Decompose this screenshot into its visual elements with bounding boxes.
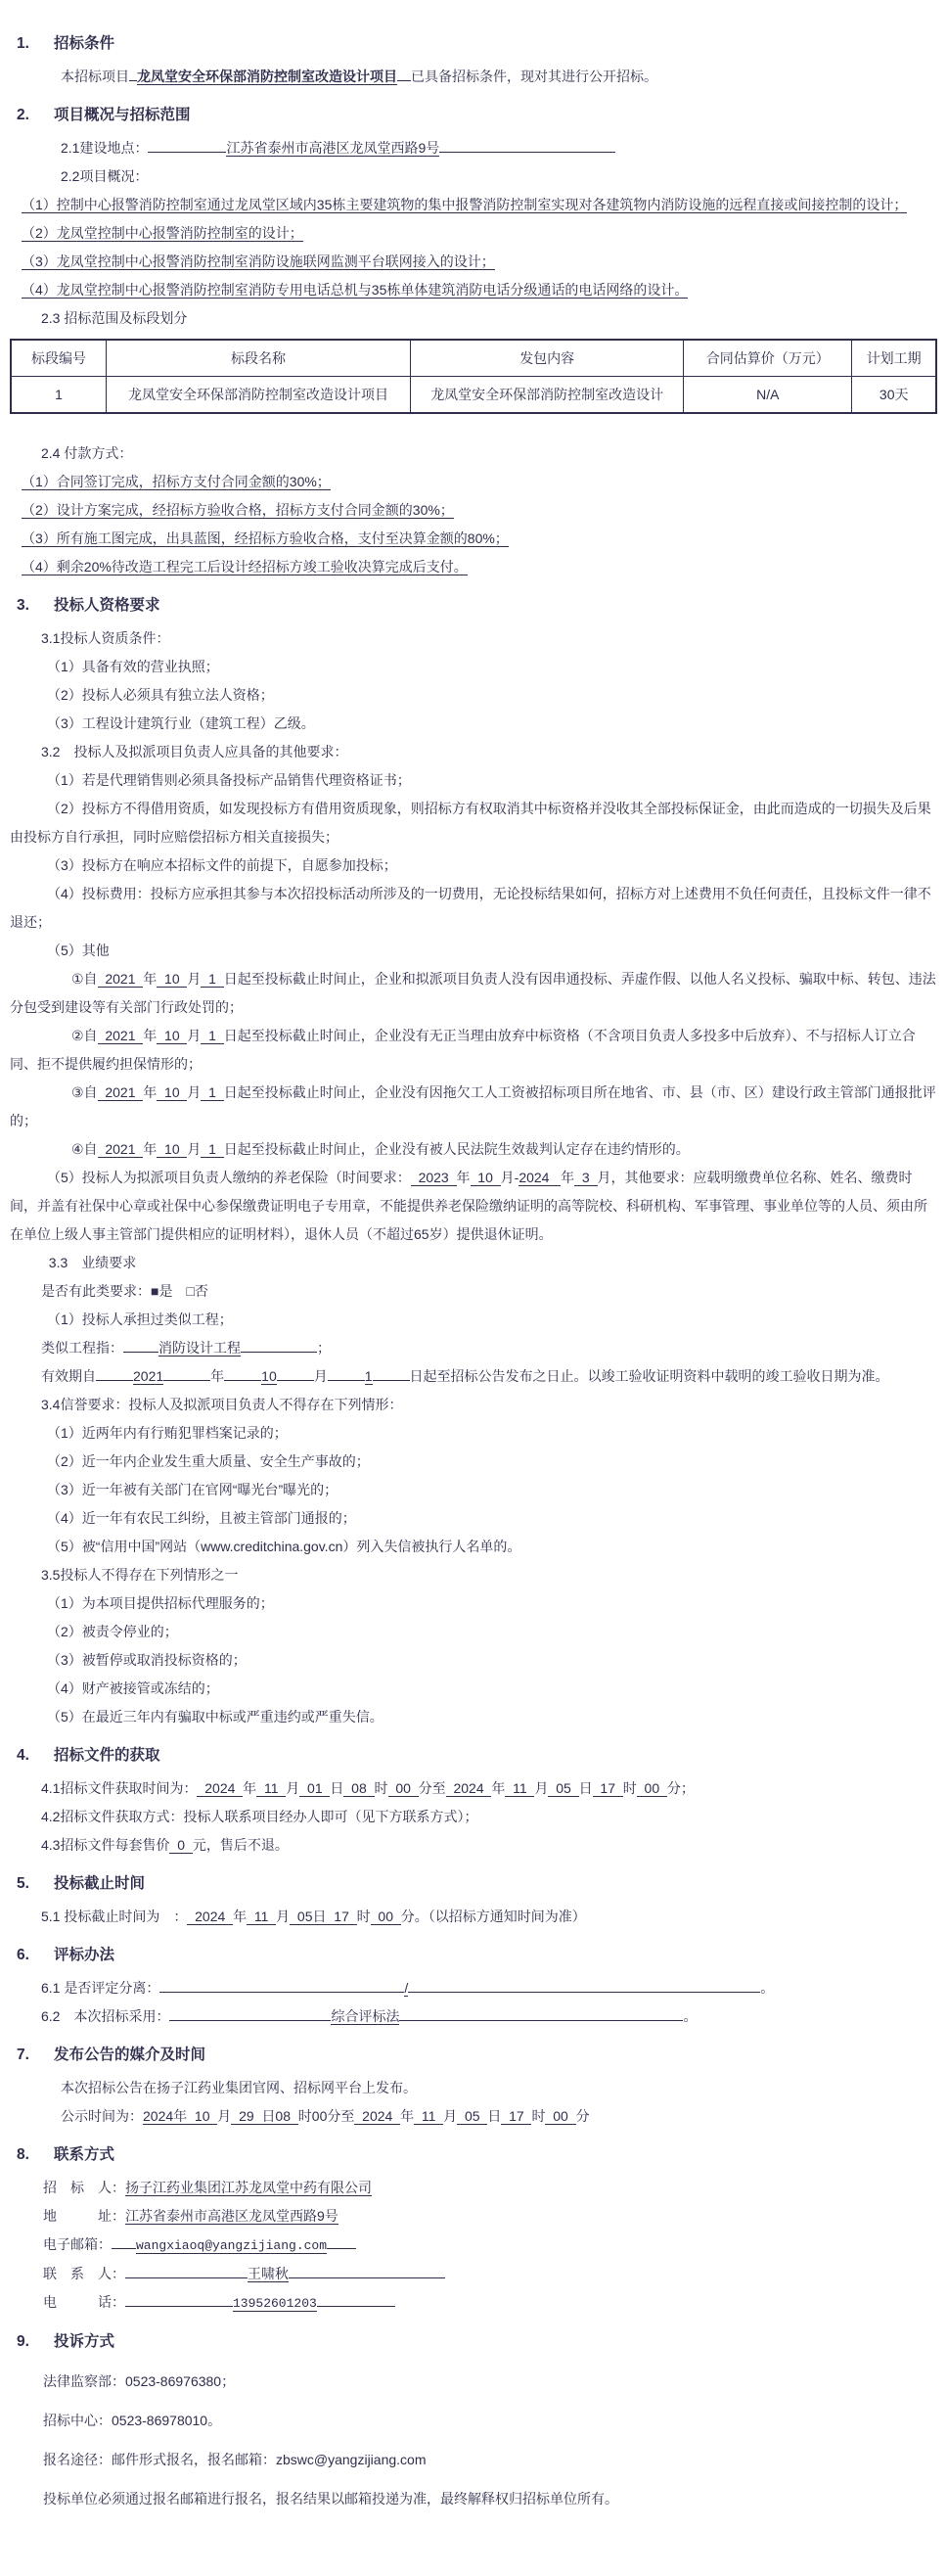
section-heading <box>10 1941 937 1970</box>
text-segment: 11 <box>247 1909 277 1924</box>
doc-paragraph <box>10 1533 937 1561</box>
section-title: 投标人资格要求 <box>54 597 160 614</box>
text-segment: 已具备招标条件，现对其进行公开招标。 <box>411 69 657 84</box>
text-segment: （3）龙凤堂控制中心报警消防控制室消防设施联网监测平台联网接入的设计； <box>22 253 495 269</box>
doc-paragraph <box>10 2002 937 2031</box>
doc-paragraph <box>10 710 937 738</box>
text-segment: 年 <box>143 1028 158 1043</box>
text-segment: （4）剩余20%待改造工程完工后设计经招标方竣工验收决算完成后支付。 <box>22 559 468 575</box>
text-segment: 2021 <box>97 1084 144 1100</box>
doc-paragraph <box>10 1774 937 1803</box>
text-segment: 2.2项目概况： <box>61 168 149 184</box>
blank-underline <box>399 2003 683 2021</box>
text-segment: 2024 <box>445 1780 492 1796</box>
text-segment: 6.1 是否评定分离： <box>41 1980 160 1996</box>
text-segment: 2024 <box>197 1780 244 1796</box>
section-title: 投标截止时间 <box>54 1875 146 1892</box>
legal-supervision-phone: 法律监察部：0523-86976380； <box>43 2373 236 2389</box>
text-segment: （1）若是代理销售则必须具备投标产品销售代理资格证书； <box>47 772 411 788</box>
text-segment: 年 <box>561 1170 575 1185</box>
registration-email-line: 报名途径：邮件形式报名，报名邮箱：zbswc@yangzijiang.com <box>43 2452 427 2467</box>
section-heading <box>10 2041 937 2070</box>
doc-paragraph <box>10 191 937 219</box>
text-segment: 。 <box>760 1980 775 1996</box>
text-segment: 年 <box>491 1780 506 1796</box>
text-segment: 1 <box>201 1084 224 1100</box>
doc-paragraph <box>10 795 937 851</box>
text-segment: 11 <box>414 2108 444 2124</box>
text-segment: 地 址： <box>43 2208 125 2224</box>
text-segment: （2）近一年内企业发生重大质量、安全生产事故的； <box>47 1453 370 1469</box>
text-segment: 年 <box>210 1368 225 1384</box>
doc-paragraph <box>10 1646 937 1675</box>
text-segment: （5）其他 <box>47 943 110 958</box>
project-name: 龙凤堂安全环保部消防控制室改造设计项目 <box>137 69 397 84</box>
table-cell: 1 <box>11 377 106 414</box>
text-segment: 4.3招标文件每套售价 <box>41 1837 170 1853</box>
text-segment: 00 <box>545 2108 576 2124</box>
text-segment: 电 话： <box>43 2294 125 2310</box>
section-number: 7. <box>17 2047 29 2063</box>
text-segment: （1）投标人承担过类似工程； <box>47 1311 233 1327</box>
section-number: 4. <box>17 1747 29 1764</box>
text-segment: （1）近两年内有行贿犯罪档案记录的； <box>47 1425 288 1441</box>
text-segment: 10 <box>157 971 188 987</box>
doc-paragraph <box>10 2074 937 2102</box>
doc-paragraph <box>10 304 937 333</box>
doc-paragraph <box>10 1419 937 1448</box>
text-segment: 1 <box>201 1141 224 1157</box>
blank-underline <box>439 135 615 153</box>
blank-underline <box>96 1363 133 1381</box>
text-segment: 3.4信誉要求：投标人及拟派项目负责人不得存在下列情形： <box>41 1397 403 1412</box>
doc-paragraph <box>10 2202 937 2231</box>
text-segment: 日起至投标截止时间止，企业没有被人民法院生效裁判认定存在违约情形的。 <box>223 1141 690 1157</box>
doc-paragraph <box>10 276 937 304</box>
text-segment: 月- <box>500 1170 519 1185</box>
text-segment: （3）工程设计建筑行业（建筑工程）乙级。 <box>47 715 315 731</box>
text-segment: （2）投标方不得借用资质，如发现投标方有借用资质现象，则招标方有权取消其中标资格并没收其全部投标保证金，由此而造成的一切损失及后果由投标方自行承担，同时应赔偿招标方相关直接损失； <box>10 801 931 845</box>
text-segment: 11 <box>505 1780 535 1796</box>
doc-paragraph <box>10 1249 937 1277</box>
text-segment: 2024年 <box>143 2108 188 2124</box>
text-segment: 2021 <box>133 1368 164 1384</box>
text-segment: 05 <box>548 1780 579 1796</box>
blank-underline <box>224 1363 261 1381</box>
text-segment: 月 <box>276 1909 291 1924</box>
text-segment: 1 <box>201 1028 224 1043</box>
table-cell: 30天 <box>852 377 936 414</box>
text-segment: 0 <box>169 1837 193 1853</box>
text-segment <box>291 2108 298 2125</box>
doc-paragraph <box>10 965 937 1022</box>
section-number: 6. <box>17 1947 29 1963</box>
text-segment: 日 <box>578 1780 593 1796</box>
doc-paragraph <box>10 1703 937 1731</box>
doc-paragraph <box>10 1079 937 1135</box>
section-number: 1. <box>17 35 29 52</box>
text-segment: 时 <box>531 2108 546 2124</box>
text-segment: 公示时间为： <box>61 2108 143 2124</box>
text-segment: （5）投标人为拟派项目负责人缴纳的养老保险（时间要求： <box>47 1170 411 1185</box>
table-header-cell: 计划工期 <box>852 340 936 377</box>
checkbox-no-unchecked: □否 <box>186 1283 208 1299</box>
blank-underline <box>327 2231 356 2249</box>
text-segment: 10 <box>157 1028 188 1043</box>
text-segment: 3 <box>574 1170 598 1185</box>
blank-underline <box>129 64 137 81</box>
text-segment: 2024 <box>354 2108 401 2124</box>
text-segment: （2）设计方案完成，经招标方验收合格，招标方支付合同金额的30%； <box>22 502 454 518</box>
text-segment: ①自 <box>71 971 98 987</box>
text-segment: 4.2招标文件获取方式：投标人联系项目经办人即可（见下方联系方式）； <box>41 1809 478 1824</box>
blank-underline <box>317 2289 395 2307</box>
text-segment: 00 <box>370 1909 401 1924</box>
doc-paragraph <box>10 1277 937 1306</box>
doc-paragraph <box>10 2446 937 2474</box>
text-segment: 月 <box>187 1141 202 1157</box>
blank-underline <box>328 1363 365 1381</box>
text-segment: 10 <box>470 1170 501 1185</box>
text-segment: 17 <box>501 2108 532 2124</box>
text-segment: （2）投标人必须具有独立法人资格； <box>47 687 274 703</box>
text-segment: （2）被责令停业的； <box>47 1624 178 1639</box>
blank-underline <box>289 2261 445 2278</box>
doc-paragraph <box>10 2260 937 2288</box>
text-segment: （5）在最近三年内有骗取中标或严重违约或严重失信。 <box>47 1709 383 1725</box>
text-segment: 2021 <box>97 1028 144 1043</box>
text-segment: 05 <box>457 2108 488 2124</box>
section-title: 发布公告的媒介及时间 <box>54 2047 206 2063</box>
text-segment: （1）具备有效的营业执照； <box>47 659 219 674</box>
text-segment: 分； <box>666 1780 695 1796</box>
doc-paragraph <box>10 439 937 468</box>
text-segment: 有效期自 <box>41 1368 96 1384</box>
doc-paragraph <box>10 496 937 525</box>
text-segment: 10 <box>157 1141 188 1157</box>
lot-division-table <box>10 339 937 414</box>
doc-paragraph <box>10 766 937 795</box>
text-segment: 17 <box>592 1780 623 1796</box>
text-segment: 月 <box>313 1368 328 1384</box>
section-title: 招标条件 <box>54 35 115 52</box>
text-segment: （4）投标费用：投标方应承担其参与本次招投标活动所涉及的一切费用，无论投标结果如何，招标方对上述费用不负任何责任，且投标文件一律不退还； <box>10 886 931 930</box>
text-segment: （3）被暂停或取消投标资格的； <box>47 1652 247 1668</box>
text-segment: 2.4 付款方式： <box>41 445 133 461</box>
section-title: 项目概况与招标范围 <box>54 107 191 123</box>
text-segment: 17 <box>326 1909 357 1924</box>
text-segment: 月 <box>187 971 202 987</box>
section-heading <box>10 1741 937 1771</box>
text-segment: 日起至投标截止时间止，企业没有无正当理由放弃中标资格（不含项目负责人多投多中后放弃）、不与招标人订立合同、拒不提供履约担保情形的； <box>10 1028 916 1072</box>
text-segment: 4.1招标文件获取时间为： <box>41 1780 198 1796</box>
doc-paragraph <box>10 2174 937 2202</box>
text-segment: 联 系 人： <box>43 2266 125 2281</box>
text-segment <box>172 1283 186 1299</box>
doc-paragraph <box>10 2288 937 2318</box>
doc-paragraph <box>10 468 937 496</box>
section-heading <box>10 101 937 130</box>
text-segment: 11 <box>256 1780 287 1796</box>
text-segment: 招 标 人： <box>43 2180 125 2195</box>
doc-paragraph <box>10 1334 937 1362</box>
text-segment: 时 <box>356 1909 371 1924</box>
text-segment: 2.3 招标范围及标段划分 <box>41 310 188 326</box>
section-number: 2. <box>17 107 29 123</box>
doc-paragraph <box>10 1831 937 1860</box>
text-segment: 00 <box>636 1780 667 1796</box>
text-segment: 月 <box>286 1780 300 1796</box>
doc-paragraph <box>10 553 937 581</box>
doc-paragraph <box>10 63 937 91</box>
table-header-cell: 标段名称 <box>106 340 410 377</box>
doc-paragraph <box>10 2368 937 2396</box>
text-segment: 2024 <box>519 1170 562 1185</box>
section-number: 5. <box>17 1875 29 1892</box>
doc-paragraph <box>10 1164 937 1249</box>
blank-underline <box>277 1363 314 1381</box>
blank-underline <box>163 1363 210 1381</box>
text-segment: 分至 <box>418 1780 446 1796</box>
text-segment: 05日 <box>290 1909 327 1924</box>
text-segment: 年 <box>400 2108 415 2124</box>
doc-paragraph <box>10 1448 937 1476</box>
blank-underline <box>397 64 411 81</box>
construction-site: 江苏省泰州市高港区龙凤堂西路9号 <box>226 140 440 156</box>
text-segment: 年 <box>143 971 158 987</box>
table-cell: 龙凤堂安全环保部消防控制室改造设计 <box>411 377 684 414</box>
blank-underline <box>159 1975 404 1993</box>
text-segment: 时00分至 <box>297 2108 355 2124</box>
doc-paragraph <box>10 1135 937 1164</box>
text-segment: 月 <box>187 1084 202 1100</box>
section-title: 联系方式 <box>54 2146 115 2163</box>
text-segment: ②自 <box>71 1028 98 1043</box>
blank-underline <box>148 135 226 153</box>
text-segment: （4）近一年有农民工纠纷，且被主管部门通报的； <box>47 1510 356 1526</box>
text-segment: 。 <box>683 2008 698 2024</box>
text-segment: （2）龙凤堂控制中心报警消防控制室的设计； <box>22 225 303 241</box>
blank-underline <box>125 2289 233 2307</box>
evaluation-method: 综合评标法 <box>331 2008 400 2024</box>
text-segment: 2023 <box>410 1170 457 1185</box>
text-segment: （5）被“信用中国”网站（www.creditchina.gov.cn）列入失信被执行人名单的。 <box>47 1539 521 1554</box>
doc-paragraph <box>10 653 937 681</box>
text-segment: 日 <box>487 2108 502 2124</box>
doc-paragraph <box>10 1589 937 1618</box>
contact-email: wangxiaoq@yangzijiang.com <box>136 2238 328 2253</box>
text-segment: 2024 <box>187 1909 234 1924</box>
tenderer-address: 江苏省泰州市高港区龙凤堂西路9号 <box>125 2208 338 2224</box>
text-segment: 3.5投标人不得存在下列情形之一 <box>41 1567 239 1583</box>
text-segment: 类似工程指： <box>41 1340 123 1356</box>
text-segment: （1）控制中心报警消防控制室通过龙凤堂区域内35栋主要建筑物的集中报警消防控制室实现对各建筑物内消防设施的远程直接或间接控制的设计； <box>22 197 908 212</box>
text-segment: （4）财产被接管或冻结的； <box>47 1680 219 1696</box>
doc-paragraph <box>10 937 937 965</box>
section-heading <box>10 591 937 621</box>
doc-paragraph <box>10 851 937 880</box>
text-segment: 日起至招标公告发布之日止。以竣工验收证明资料中载明的竣工验收日期为准。 <box>409 1368 889 1384</box>
text-segment: 3.1投标人资质条件： <box>41 630 170 646</box>
text-segment: 电子邮箱： <box>43 2236 112 2252</box>
text-segment: 元，售后不退。 <box>192 1837 289 1853</box>
text-segment: （3）近一年被有关部门在官网“曝光台”曝光的； <box>47 1482 338 1497</box>
text-segment: （4）龙凤堂控制中心报警消防控制室消防专用电话总机与35栋单体建筑消防电话分级通话的电话网络的设计。 <box>22 282 689 298</box>
table-header-cell: 发包内容 <box>411 340 684 377</box>
text-segment: 月 <box>443 2108 458 2124</box>
doc-paragraph <box>10 162 937 191</box>
text-segment: ③自 <box>71 1084 98 1100</box>
text-segment: 分。（以招标方通知时间为准） <box>400 1909 586 1924</box>
text-segment: 10 <box>157 1084 188 1100</box>
section-title: 投诉方式 <box>54 2333 115 2350</box>
text-segment: 投标单位必须通过报名邮箱进行报名，报名结果以邮箱投递为准，最终解释权归招标单位所有。 <box>43 2491 618 2507</box>
text-segment: 时 <box>374 1780 388 1796</box>
doc-paragraph <box>10 1306 937 1334</box>
section-number: 9. <box>17 2333 29 2350</box>
table-header-cell: 标段编号 <box>11 340 106 377</box>
blank-underline <box>169 2003 331 2021</box>
text-segment: 1 <box>364 1368 373 1384</box>
blank-underline <box>125 2261 248 2278</box>
text-segment: 2.1建设地点： <box>61 140 149 156</box>
doc-paragraph <box>10 1903 937 1931</box>
doc-paragraph <box>10 880 937 937</box>
blank-underline <box>241 1335 317 1353</box>
text-segment: 10 <box>261 1368 277 1384</box>
text-segment: 日08 <box>261 2108 292 2124</box>
text-segment: ④自 <box>71 1141 98 1157</box>
text-segment: 年 <box>243 1780 257 1796</box>
text-segment: 日起至投标截止时间止，企业和拟派项目负责人没有因串通投标、弄虚作假、以他人名义投标、骗取中标、转包、违法分包受到建设等有关部门行政处罚的； <box>10 971 936 1015</box>
text-segment: 分 <box>575 2108 590 2124</box>
blank-underline <box>112 2231 136 2249</box>
text-segment: 是否有此类要求： <box>41 1283 151 1299</box>
doc-paragraph <box>10 624 937 653</box>
text-segment: 月，其他要求：应载明缴费单位名称、姓名、缴费时间，并盖有社保中心章或社保中心参保缴费证明电子专用章，不能提供养老保险缴纳证明的高等院校、科研机构、军事管理、事业单位等的人员、须由所在单位上级人事主管部门提供相应的证明材料），退休人员（不超过65岁）提供退休证明。 <box>10 1170 927 1242</box>
doc-paragraph <box>10 1618 937 1646</box>
checkbox-yes-checked: ■是 <box>151 1283 173 1299</box>
doc-paragraph <box>10 1022 937 1079</box>
doc-paragraph <box>10 1974 937 2002</box>
section-title: 评标办法 <box>54 1947 115 1963</box>
blank-underline <box>373 1363 410 1381</box>
doc-paragraph <box>10 1803 937 1831</box>
text-segment: 01 <box>299 1780 331 1796</box>
table-row <box>11 377 936 414</box>
text-segment: 年 <box>456 1170 471 1185</box>
table-cell: N/A <box>684 377 852 414</box>
text-segment: （3）投标方在响应本招标文件的前提下，自愿参加投标； <box>47 857 397 873</box>
doc-paragraph <box>10 248 937 276</box>
doc-paragraph <box>10 738 937 766</box>
text-segment: 1 <box>201 971 224 987</box>
doc-paragraph <box>10 2102 937 2131</box>
text-segment: 日起至投标截止时间止，企业没有因拖欠工人工资被招标项目所在地省、市、县（市、区）建设行政主管部门通报批评的； <box>10 1084 936 1128</box>
text-segment: 年 <box>233 1909 248 1924</box>
table-cell: 龙凤堂安全环保部消防控制室改造设计项目 <box>106 377 410 414</box>
text-segment: 本招标项目 <box>61 69 129 84</box>
contact-person: 王啸秋 <box>248 2266 289 2281</box>
section-number: 8. <box>17 2146 29 2163</box>
text-segment: 日 <box>330 1780 344 1796</box>
doc-paragraph <box>10 2485 937 2513</box>
text-segment: / <box>404 1980 409 1996</box>
text-segment: ； <box>317 1340 331 1356</box>
text-segment: （3）所有施工图完成，出具蓝图，经招标方验收合格，支付至决算金额的80%； <box>22 530 509 546</box>
section-number: 3. <box>17 597 29 614</box>
text-segment: （1）合同签订完成，招标方支付合同金额的30%； <box>22 474 331 489</box>
text-segment: 29 <box>231 2108 262 2124</box>
text-segment: 年 <box>143 1084 158 1100</box>
text-segment: 3.3 业绩要求 <box>41 1255 137 1270</box>
doc-paragraph <box>10 1362 937 1391</box>
doc-paragraph <box>10 219 937 248</box>
table-header-cell: 合同估算价（万元） <box>684 340 852 377</box>
doc-paragraph <box>10 1675 937 1703</box>
doc-paragraph <box>10 1504 937 1533</box>
text-segment: 月 <box>187 1028 202 1043</box>
section-heading <box>10 29 937 59</box>
text-segment: 3.2 投标人及拟派项目负责人应具备的其他要求： <box>41 744 348 759</box>
doc-paragraph <box>10 134 937 162</box>
text-segment: （1）为本项目提供招标代理服务的； <box>47 1595 274 1611</box>
tender-center-phone: 招标中心：0523-86978010。 <box>43 2413 222 2428</box>
doc-paragraph <box>10 1561 937 1589</box>
text-segment: 00 <box>387 1780 419 1796</box>
section-heading <box>10 2140 937 2170</box>
text-segment: 10 <box>187 2108 218 2124</box>
text-segment: 2021 <box>97 971 144 987</box>
doc-paragraph <box>10 681 937 710</box>
section-title: 招标文件的获取 <box>54 1747 160 1764</box>
text-segment: 6.2 本次招标采用： <box>41 2008 170 2024</box>
text-segment: 年 <box>143 1141 158 1157</box>
similar-project-type: 消防设计工程 <box>158 1340 241 1356</box>
text-segment: 5.1 投标截止时间为 ： <box>41 1909 188 1924</box>
section-heading <box>10 1869 937 1899</box>
text-segment: 2021 <box>97 1141 144 1157</box>
contact-phone: 13952601203 <box>233 2296 317 2311</box>
doc-paragraph <box>10 2231 937 2260</box>
text-segment: 08 <box>343 1780 375 1796</box>
doc-paragraph <box>10 1476 937 1504</box>
blank-underline <box>408 1975 760 1993</box>
blank-underline <box>123 1335 158 1353</box>
doc-paragraph <box>10 525 937 553</box>
doc-paragraph <box>10 1391 937 1419</box>
text-segment: 月 <box>217 2108 232 2124</box>
text-segment: 月 <box>534 1780 549 1796</box>
doc-paragraph <box>10 2407 937 2435</box>
tenderer-name: 扬子江药业集团江苏龙凤堂中药有限公司 <box>125 2180 372 2195</box>
text-segment: 时 <box>622 1780 637 1796</box>
section-heading <box>10 2327 937 2357</box>
text-segment: 本次招标公告在扬子江药业集团官网、招标网平台上发布。 <box>61 2080 417 2095</box>
